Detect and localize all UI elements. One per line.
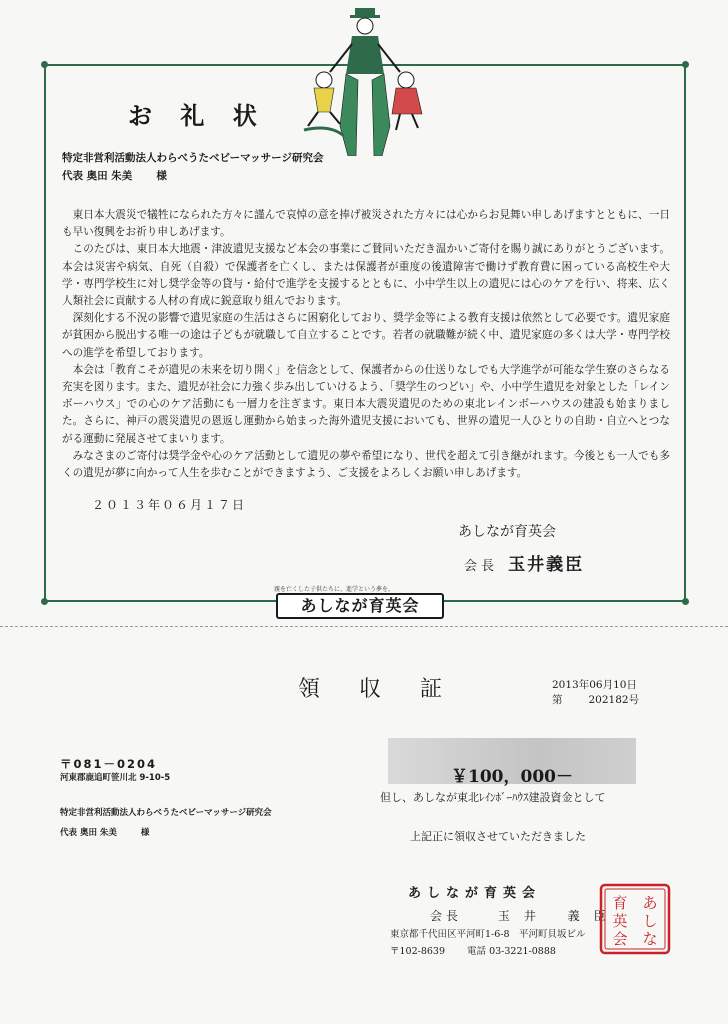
receipt-title: 領 収 証 bbox=[298, 677, 458, 702]
receipt-number-prefix: 第 bbox=[552, 694, 563, 706]
receipt-recipient-org: 特定非営利活動法人わらべうたベビーマッサージ研究会 bbox=[60, 808, 272, 818]
receipt-purpose: 但し、あしなが東北ﾚｲﾝﾎﾞｰﾊｳｽ建設資金として bbox=[380, 791, 606, 804]
recipient-postal-code: 〒081－0204 bbox=[60, 757, 158, 771]
issuer-name: 玉井 義臣 bbox=[497, 909, 620, 923]
letter-title: お 礼 状 bbox=[128, 102, 267, 130]
letter-recipient-org: 特定非営利活動法人わらべうたベビーマッサージ研究会 bbox=[62, 152, 324, 164]
letter-paragraph: 本会は「教育こそが遺児の未来を切り開く」を信念として、保護者からの仕送りなしでも大学進学が可能な学生寮のさらなる充実を図ります。また、遺児が社会に力強く歩み出していけるよう、「奨学生のつどい」や、小中学生遺児を対象とした「レインボーハウス」での心のケア活動にも一層力を注ぎます。東日本大震災遺児のための東北レインボーハウスの建設も始まりました。さらに、神戸の震災遺児の恩返し運動から始まった海外遺児支援においても、世界の遺児一人ひとりの自助・自立へとつながる運動に発展させてまいります。 bbox=[62, 363, 670, 445]
president-signature: 玉井義臣 bbox=[508, 555, 585, 575]
recipient-address: 河東郡鹿追町笹川北 9-10-5 bbox=[60, 773, 171, 783]
issuer-address: 東京都千代田区平河町1-6-8 平河町貝坂ビル bbox=[390, 929, 586, 940]
letter-paragraph: 東日本大震災で犠牲になられた方々に謹んで哀悼の意を捧げ被災された方々には心からお見舞い申しあげますとともに、一日も早い復興をお祈り申しあげます。 bbox=[62, 209, 670, 239]
svg-text:英: 英 bbox=[612, 912, 628, 930]
fold-line-divider bbox=[0, 626, 728, 627]
ashinaga-figure-illustration bbox=[300, 6, 430, 156]
frame-corner-dot bbox=[682, 61, 689, 68]
issuer-postal: 〒102-8639 bbox=[390, 946, 446, 957]
letter-president bbox=[464, 550, 584, 575]
receipt-date: 2013年06月10日 bbox=[552, 679, 637, 691]
letter-paragraph: みなさまのご寄付は奨学金や心のケア活動として遺児の夢や希望になり、世代を超えて引き継がれます。今後とも一人でも多くの遺児が夢に向かって人生を歩むことができますよう、ご支援をよろしくお願い申しあげます。 bbox=[62, 449, 670, 480]
svg-text:育: 育 bbox=[612, 894, 628, 912]
official-seal-stamp bbox=[598, 882, 672, 956]
frame-corner-dot bbox=[682, 598, 689, 605]
logo-slogan: 親を亡くした子供たちに、進学という夢を。 bbox=[274, 586, 395, 593]
receipt-number-value: 202182号 bbox=[588, 694, 640, 706]
frame-corner-dot bbox=[41, 61, 48, 68]
receipt-amount: ￥100，000－ bbox=[451, 767, 573, 787]
issuer-president bbox=[430, 907, 620, 924]
president-title: 会 長 bbox=[464, 559, 495, 574]
letter-paragraph: 深刻化する不況の影響で遺児家庭の生活はさらに困窮化しており、奨学金等による教育支援は依然として必要です。遺児家庭が貧困から脱出する唯一の途は子どもが就職して自立することです。若者の就職難が続く中、遺児家庭の多くは大学・専門学校への進学を希望しております。 bbox=[62, 312, 670, 359]
svg-text:会: 会 bbox=[612, 930, 628, 948]
honorific: 様 bbox=[140, 828, 150, 838]
svg-text:な: な bbox=[642, 930, 658, 948]
receipt-confirmation: 上記正に領収させていただきました bbox=[410, 830, 586, 843]
issuer-tel: 03-3221-0888 bbox=[489, 946, 556, 957]
issuer-contact bbox=[390, 943, 556, 957]
svg-text:あ: あ bbox=[642, 894, 658, 912]
receipt-recipient-rep bbox=[60, 826, 149, 838]
letter-association: あしなが育英会 bbox=[458, 524, 556, 540]
letter-paragraph: このたびは、東日本大地震・津波遺児支援など本会の事業にご賛同いただき温かいご寄付を賜り誠にありがとうございます。本会は災害や病気、自死（自殺）で保護者を亡くし、または保護者が重度の後遺障害で働けず教育費に困っている高校生や大学・専門学校生に対し奨学金等の貸与・給付で進学を支援するとともに、小中学生以上の遺児には心のケアを行い、将来、広く人類社会に貢献する人材の育成に鋭意取り組んでおります。 bbox=[62, 243, 670, 308]
honorific: 様 bbox=[156, 170, 167, 182]
recipient-rep-name: 代表 奥田 朱美 bbox=[60, 828, 117, 838]
recipient-rep-name: 代表 奥田 朱美 bbox=[62, 170, 133, 182]
issuer-association: あしなが育英会 bbox=[408, 886, 542, 901]
issuer-tel-label: 電話 bbox=[467, 946, 487, 957]
letter-date: ２０１３年０６月１７日 bbox=[92, 498, 247, 512]
frame-corner-dot bbox=[41, 598, 48, 605]
letter-body bbox=[62, 207, 670, 482]
letter-recipient-rep bbox=[62, 168, 167, 183]
issuer-title: 会 長 bbox=[430, 909, 458, 923]
ashinaga-logo: あしなが育英会 bbox=[276, 593, 444, 619]
receipt-number bbox=[552, 692, 639, 707]
svg-text:し: し bbox=[642, 912, 658, 930]
